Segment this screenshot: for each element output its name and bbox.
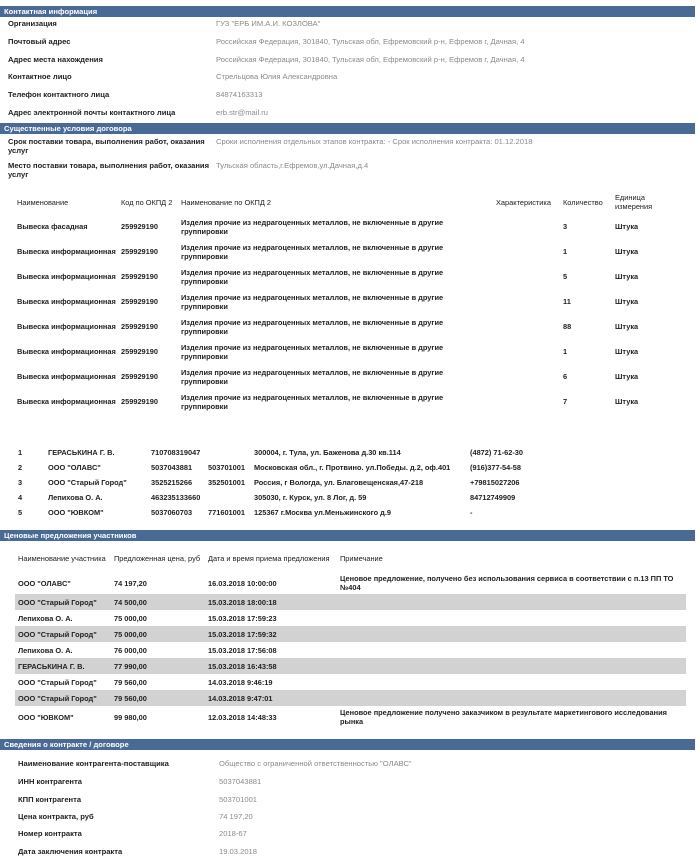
contract-section-header: Сведения о контракте / договоре — [0, 739, 695, 750]
contract-value: 19.03.2018 — [219, 847, 258, 856]
goods-cell-name: Вывеска фасадная — [17, 222, 88, 231]
contact-label: Адрес электронной почты контактного лица — [8, 108, 176, 117]
prices-col-price: Предложенная цена, руб — [114, 554, 201, 563]
contract-label: Наименование контрагента-поставщика — [18, 759, 169, 768]
participant-name: ГЕРАСЬКИНА Г. В. — [48, 448, 115, 457]
participant-phone: +79815027206 — [470, 478, 520, 487]
price-date: 12.03.2018 14:48:33 — [208, 712, 277, 722]
participant-num: 5 — [18, 508, 23, 517]
price-row — [15, 572, 686, 594]
goods-cell-unit: Штука — [615, 247, 639, 256]
goods-row — [15, 214, 675, 239]
contact-label: Телефон контактного лица — [8, 90, 110, 99]
participant-name: ООО "Старый Город" — [48, 478, 127, 487]
goods-cell-code: 259929190 — [121, 272, 158, 281]
participant-phone: (4872) 71-62-30 — [470, 448, 524, 457]
goods-cell-char — [494, 339, 561, 364]
participant-row — [15, 505, 575, 520]
price-note — [337, 610, 686, 626]
goods-cell-unit: Штука — [615, 322, 639, 331]
goods-cell-qty: 11 — [563, 297, 571, 306]
participant-name: ООО "ЮВКОМ" — [48, 508, 104, 517]
contact-value: erb.str@mail.ru — [216, 108, 269, 117]
contact-row — [8, 37, 698, 47]
goods-col-okpd: Наименование по ОКПД 2 — [181, 197, 271, 207]
goods-header-row — [15, 190, 675, 214]
price-date: 15.03.2018 17:59:32 — [205, 626, 337, 642]
participant-address: 300004, г. Тула, ул. Баженова д.30 кв.114 — [254, 448, 401, 457]
goods-cell-name: Вывеска информационная — [17, 322, 116, 331]
goods-cell-okpd: Изделия прочие из недрагоценных металлов, не включенные в другие группировки — [181, 267, 444, 286]
goods-cell-code: 259929190 — [121, 372, 158, 381]
goods-cell-code: 259929190 — [121, 347, 158, 356]
participant-row — [15, 475, 575, 490]
goods-col-code: Код по ОКПД 2 — [121, 197, 173, 207]
price-row — [15, 642, 686, 658]
contract-value: 74 197,20 — [219, 812, 253, 821]
participant-inn: 3525215266 — [151, 478, 193, 487]
contract-label: Номер контракта — [18, 829, 82, 838]
goods-cell-qty: 7 — [563, 397, 568, 406]
goods-cell-code: 259929190 — [121, 322, 158, 331]
goods-cell-qty: 1 — [563, 347, 568, 356]
price-note — [337, 594, 686, 610]
price-date: 15.03.2018 16:43:58 — [205, 658, 337, 674]
goods-cell-char — [494, 239, 561, 264]
participant-inn: 710708319047 — [151, 448, 201, 457]
goods-row — [15, 389, 675, 414]
condition-value: Сроки исполнения отдельных этапов контракта: - Срок исполнения контракта: 01.12.2018 — [216, 137, 533, 146]
price-price: 74 197,20 — [114, 578, 147, 588]
participant-inn: 463235133660 — [151, 493, 201, 502]
participant-inn: 5037043881 — [151, 463, 193, 472]
goods-cell-qty: 5 — [563, 272, 568, 281]
price-price: 75 000,00 — [111, 626, 205, 642]
goods-cell-char — [494, 314, 561, 339]
price-name: ГЕРАСЬКИНА Г. В. — [15, 658, 111, 674]
price-price: 79 560,00 — [114, 677, 147, 687]
goods-cell-char — [494, 389, 561, 414]
contact-row — [8, 72, 698, 82]
prices-col-date: Дата и время приема предложения — [208, 554, 330, 563]
price-note — [337, 626, 686, 642]
price-date: 15.03.2018 18:00:18 — [205, 594, 337, 610]
goods-row — [15, 339, 675, 364]
goods-row — [15, 364, 675, 389]
goods-cell-okpd: Изделия прочие из недрагоценных металлов, не включенные в другие группировки — [181, 367, 444, 386]
price-name: ООО "ОЛАВС" — [18, 578, 71, 588]
contact-label: Адрес места нахождения — [8, 55, 103, 64]
goods-col-unit: Единица измерения — [615, 193, 653, 211]
goods-cell-unit: Штука — [615, 347, 639, 356]
participant-num: 1 — [18, 448, 23, 457]
price-note — [337, 658, 686, 674]
goods-cell-qty: 3 — [563, 222, 568, 231]
price-price: 76 000,00 — [114, 645, 147, 655]
goods-cell-unit: Штука — [615, 372, 639, 381]
goods-row — [15, 264, 675, 289]
goods-cell-okpd: Изделия прочие из недрагоценных металлов, не включенные в другие группировки — [181, 392, 444, 411]
contact-row — [8, 19, 698, 29]
participant-kpp — [205, 490, 251, 505]
goods-cell-code: 259929190 — [121, 297, 158, 306]
goods-table — [15, 190, 675, 414]
price-note — [337, 642, 686, 658]
participant-row — [15, 460, 575, 475]
condition-value: Тульская область,г.Ефремов,ул.Дачная,д.4 — [216, 161, 369, 170]
price-name: ООО "ЮВКОМ" — [18, 712, 74, 722]
goods-cell-unit: Штука — [615, 297, 639, 306]
condition-label: Срок поставки товара, выполнения работ, оказания услуг — [8, 137, 205, 155]
price-name: ООО "Старый Город" — [15, 626, 111, 642]
price-date: 14.03.2018 9:46:19 — [208, 677, 273, 687]
goods-cell-code: 259929190 — [121, 397, 158, 406]
contract-value: 2018-67 — [219, 829, 247, 838]
participant-address: Россия, г Вологда, ул. Благовещенская,47-218 — [254, 478, 424, 487]
goods-cell-char — [494, 214, 561, 239]
contact-row — [8, 90, 698, 100]
price-note — [337, 690, 686, 706]
price-row — [15, 674, 686, 690]
participant-address: 305030, г. Курск, ул. 8 Лог, д. 59 — [254, 493, 367, 502]
price-name: Лепихова О. А. — [18, 645, 73, 655]
conditions-section-header: Существенные условия договора — [0, 123, 695, 134]
contract-label: ИНН контрагента — [18, 777, 82, 786]
participant-kpp — [205, 445, 251, 460]
goods-cell-char — [494, 264, 561, 289]
price-name: Лепихова О. А. — [18, 613, 73, 623]
contract-value: 5037043881 — [219, 777, 262, 786]
goods-col-char: Характеристика — [496, 197, 551, 207]
price-price: 75 000,00 — [114, 613, 147, 623]
contact-label: Почтовый адрес — [8, 37, 71, 46]
price-row — [15, 706, 686, 728]
goods-col-qty: Количество — [563, 197, 603, 207]
contact-value: Российская Федерация, 301840, Тульская обл, Ефремовский р-н, Ефремов г, Дачная, 4 — [216, 37, 525, 46]
price-row — [15, 690, 686, 706]
price-date: 15.03.2018 17:59:23 — [208, 613, 277, 623]
goods-cell-unit: Штука — [615, 272, 639, 281]
goods-cell-char — [494, 364, 561, 389]
price-price: 99 980,00 — [114, 712, 147, 722]
contract-label: Дата заключения контракта — [18, 847, 123, 856]
goods-cell-qty: 88 — [563, 322, 572, 331]
price-row — [15, 626, 686, 642]
prices-header-row — [15, 545, 686, 572]
price-note: Ценовое предложение, получено без использования сервиса в соответствии с п.13 ПП ТО №404 — [340, 574, 674, 592]
goods-cell-name: Вывеска информационная — [17, 397, 116, 406]
goods-cell-unit: Штука — [615, 397, 639, 406]
goods-row — [15, 314, 675, 339]
contact-label: Организация — [8, 19, 57, 28]
goods-cell-code: 259929190 — [121, 222, 158, 231]
participants-table — [15, 445, 575, 520]
price-row — [15, 594, 686, 610]
price-date: 15.03.2018 17:56:08 — [208, 645, 277, 655]
participant-phone: 84712749909 — [470, 493, 516, 502]
participant-kpp: 352501001 — [208, 478, 245, 487]
price-price: 79 560,00 — [111, 690, 205, 706]
price-name: ООО "Старый Город" — [15, 594, 111, 610]
participant-address: 125367 г.Москва ул.Меньжинского д.9 — [254, 508, 392, 517]
contact-value: Российская Федерация, 301840, Тульская обл, Ефремовский р-н, Ефремов г, Дачная, 4 — [216, 55, 525, 64]
participant-row — [15, 445, 575, 460]
participant-row — [15, 490, 575, 505]
prices-col-note: Примечание — [340, 554, 383, 563]
price-price: 77 990,00 — [111, 658, 205, 674]
participant-kpp: 503701001 — [208, 463, 245, 472]
goods-cell-unit: Штука — [615, 222, 639, 231]
contact-value: Стрельцова Юлия Александровна — [216, 72, 338, 81]
participant-kpp: 771601001 — [208, 508, 245, 517]
contact-value: 84874163313 — [216, 90, 263, 99]
prices-col-name: Наименование участника — [18, 554, 106, 563]
goods-cell-okpd: Изделия прочие из недрагоценных металлов, не включенные в другие группировки — [181, 217, 444, 236]
price-date: 16.03.2018 10:00:00 — [208, 578, 277, 588]
goods-cell-code: 259929190 — [121, 247, 158, 256]
participant-num: 4 — [18, 493, 23, 502]
goods-cell-qty: 6 — [563, 372, 568, 381]
goods-cell-name: Вывеска информационная — [17, 247, 116, 256]
contact-section-header: Контактная информация — [0, 6, 695, 17]
price-note — [337, 674, 686, 690]
goods-cell-name: Вывеска информационная — [17, 272, 116, 281]
contact-row — [8, 55, 698, 65]
goods-cell-char — [494, 289, 561, 314]
contract-label: КПП контрагента — [18, 795, 82, 804]
price-price: 74 500,00 — [111, 594, 205, 610]
goods-cell-qty: 1 — [563, 247, 568, 256]
prices-section-header: Ценовые предложения участников — [0, 530, 695, 541]
contract-label: Цена контракта, руб — [18, 812, 94, 821]
contract-value: Общество с ограниченной ответственностью "ОЛАВС" — [219, 759, 412, 768]
price-name: ООО "Старый Город" — [15, 690, 111, 706]
goods-cell-name: Вывеска информационная — [17, 372, 116, 381]
goods-cell-okpd: Изделия прочие из недрагоценных металлов, не включенные в другие группировки — [181, 242, 444, 261]
price-row — [15, 658, 686, 674]
goods-cell-okpd: Изделия прочие из недрагоценных металлов, не включенные в другие группировки — [181, 342, 444, 361]
goods-row — [15, 239, 675, 264]
goods-cell-okpd: Изделия прочие из недрагоценных металлов, не включенные в другие группировки — [181, 292, 444, 311]
goods-cell-name: Вывеска информационная — [17, 297, 116, 306]
price-note: Ценовое предложение получено заказчиком в результате маркетингового исследования рынка — [340, 708, 667, 726]
contact-label: Контактное лицо — [8, 72, 72, 81]
condition-label: Место поставки товара, выполнения работ, оказания услуг — [8, 161, 210, 179]
participant-phone: (916)377-54-58 — [470, 463, 521, 472]
participant-num: 3 — [18, 478, 23, 487]
participant-inn: 5037060703 — [151, 508, 193, 517]
participant-num: 2 — [18, 463, 23, 472]
contract-value: 503701001 — [219, 795, 258, 804]
goods-cell-okpd: Изделия прочие из недрагоценных металлов, не включенные в другие группировки — [181, 317, 444, 336]
goods-row — [15, 289, 675, 314]
price-row — [15, 610, 686, 626]
price-name: ООО "Старый Город" — [18, 677, 97, 687]
contact-value: ГУЗ "ЕРБ ИМ.А.И. КОЗЛОВА" — [216, 19, 321, 28]
price-date: 14.03.2018 9:47:01 — [205, 690, 337, 706]
participant-phone: - — [470, 508, 473, 517]
prices-table — [15, 545, 686, 728]
participant-name: Лепихова О. А. — [48, 493, 103, 502]
participant-name: ООО "ОЛАВС" — [48, 463, 101, 472]
goods-cell-name: Вывеска информационная — [17, 347, 116, 356]
contact-row — [8, 108, 698, 118]
participant-address: Московская обл., г. Протвино. ул.Победы. д.2, оф.401 — [254, 463, 451, 472]
goods-col-name: Наименование — [17, 197, 69, 207]
